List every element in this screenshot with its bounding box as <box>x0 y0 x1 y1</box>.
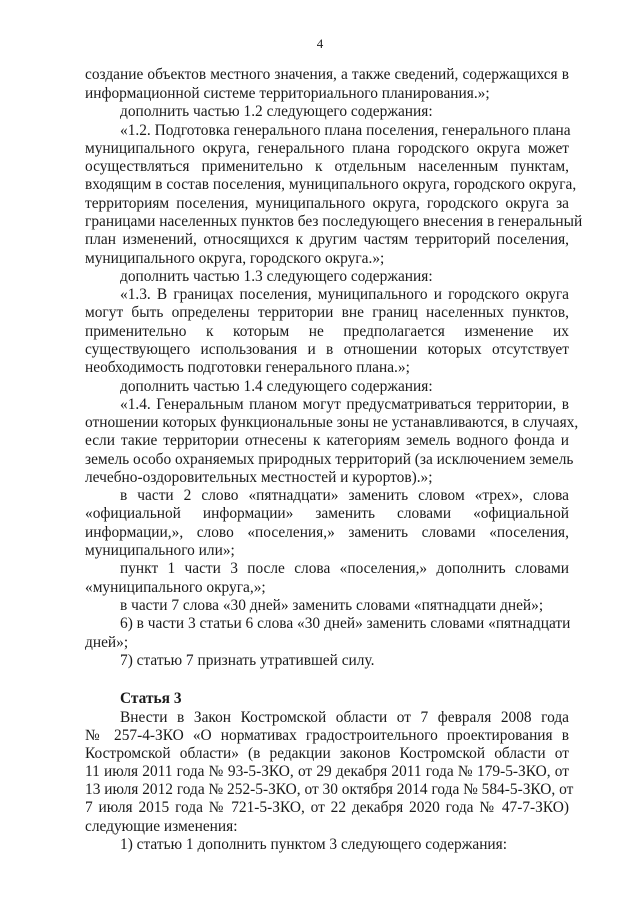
text-line: в части 7 слова «30 дней» заменить словами «пятнадцати дней»; <box>120 597 544 614</box>
text-line: могут быть определены территории вне границ населенных пунктов, <box>85 304 569 321</box>
text-line: информации,», слово «поселения,» заменить словами «поселения, <box>85 524 569 541</box>
text-line: муниципального округа, городского округа.»; <box>85 250 385 267</box>
text-line: «1.2. Подготовка генерального плана поселения, генерального плана <box>120 122 571 139</box>
text-line: создание объектов местного значения, а также сведений, содержащихся в <box>85 66 569 83</box>
page-number: 4 <box>316 36 324 51</box>
text-line: лечебно-оздоровительных местностей и курортов).»; <box>85 469 433 486</box>
text-line: границами населенных пунктов без последующего внесения в генеральный <box>85 213 583 230</box>
text-line: земель особо охраняемых природных территорий (за исключением земель <box>85 451 574 468</box>
text-line: № 257-4-ЗКО «О нормативах градостроительного проектирования в <box>85 727 569 744</box>
text-line: дней»; <box>85 634 129 651</box>
text-line: следующие изменения: <box>85 818 238 835</box>
text-line: «муниципального округа,»; <box>85 579 266 596</box>
text-line: отношении которых функциональные зоны не устанавливаются, в случаях, <box>85 414 579 431</box>
text-line: Костромской области» (в редакции законов Костромской области от <box>85 745 569 762</box>
text-line: 11 июля 2011 года № 93-5-ЗКО, от 29 декабря 2011 года № 179-5-ЗКО, от <box>85 763 569 780</box>
text-line: дополнить частью 1.4 следующего содержания: <box>120 378 433 395</box>
text-line: 7 июля 2015 года № 721-5-ЗКО, от 22 декабря 2020 года № 47-7-ЗКО) <box>85 799 569 816</box>
text-line: в части 2 слово «пятнадцати» заменить словом «трех», слова <box>120 487 569 504</box>
text-line: пункт 1 части 3 после слова «поселения,» дополнить словами <box>120 560 569 577</box>
text-line: информационной системе территориального планирования.»; <box>85 85 490 102</box>
text-line: муниципального округа, генерального плана городского округа может <box>85 140 569 157</box>
text-line: дополнить частью 1.2 следующего содержания: <box>120 103 433 120</box>
text-line: муниципального или»; <box>85 542 235 559</box>
text-line: дополнить частью 1.3 следующего содержания: <box>120 268 433 285</box>
text-line: «официальной информации» заменить словами «официальной <box>85 505 569 522</box>
text-line: 13 июля 2012 года № 252-5-ЗКО, от 30 октября 2014 года № 584-5-ЗКО, от <box>85 781 574 798</box>
text-line: 1) статью 1 дополнить пунктом 3 следующего содержания: <box>120 836 508 853</box>
text-line: 7) статью 7 признать утратившей силу. <box>120 652 375 669</box>
text-line: план изменений, относящихся к другим частям территорий поселения, <box>85 231 569 248</box>
text-line: существующего использования и в отношении которых отсутствует <box>85 341 569 358</box>
article-heading: Статья 3 <box>120 690 182 707</box>
text-line: Внести в Закон Костромской области от 7 февраля 2008 года <box>120 709 569 726</box>
text-line: «1.4. Генеральным планом могут предусматриваться территории, в <box>120 396 569 413</box>
text-line: если такие территории отнесены к категориям земель водного фонда и <box>85 432 569 449</box>
text-line: применительно к которым не предполагается изменение их <box>85 323 569 340</box>
text-line: «1.3. В границах поселения, муниципального и городского округа <box>120 286 569 303</box>
text-line: осуществляться применительно к отдельным населенным пунктам, <box>85 158 569 175</box>
text-line: территориям поселения, муниципального округа, городского округа за <box>85 195 569 212</box>
text-line: необходимость подготовки генерального плана.»; <box>85 359 410 376</box>
text-line: входящим в состав поселения, муниципального округа, городского округа, <box>85 176 577 193</box>
text-line: 6) в части 3 статьи 6 слова «30 дней» заменить словами «пятнадцати <box>120 615 571 632</box>
